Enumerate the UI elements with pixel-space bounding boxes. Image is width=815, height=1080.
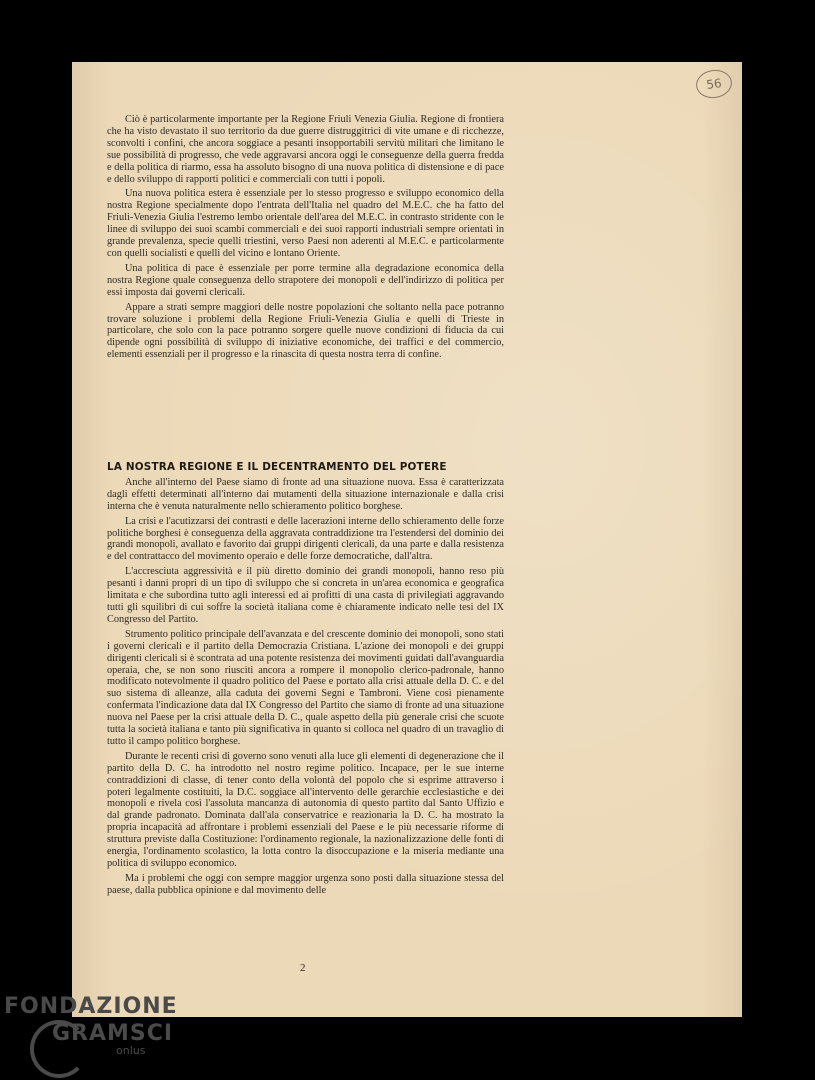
archive-page-number-stamp: 56	[694, 68, 734, 101]
paragraph: La crisi e l'acutizzarsi dei contrasti e delle lacerazioni interne dello schieramento delle forze politiche borghesi è conseguenza della aggravata contraddizione tra l'estendersi del dominio dei grandi monopoli, avallato e favorito dai gruppi dirigenti clericali, da una parte e dalla resistenza e del contrattacco del movimento operaio e delle forze democratiche, dall'altra.	[107, 515, 504, 563]
paragraph: Ciò è particolarmente importante per la Regione Friuli Venezia Giulia. Regione di frontiera che ha visto devastato il suo territorio da due guerre distruggitrici di vite umane e di ricchezze, sconvolti i confini, che ancora soggiace a pesanti insopportabili servitù militari che limitano le sue possibilità di progresso, che vede aggravarsi ancora oggi le conseguenze della guerra fredda e della politica di riarmo, essa ha assoluto bisogno di una nuova politica di distensione e di pace e dello sviluppo di rapporti politici e commerciali con tutti i popoli.	[107, 114, 504, 185]
paragraph: Una politica di pace è essenziale per porre termine alla degradazione economica della nostra Regione quale conseguenza dello strapotere dei monopoli e dell'indirizzo di politica per essi imposta dai governi clericali.	[107, 262, 504, 298]
watermark-line3: onlus	[116, 1044, 146, 1057]
page-number: 2	[300, 962, 306, 974]
paragraph: L'accresciuta aggressività e il più diretto dominio dei grandi monopoli, hanno reso più pesanti i danni propri di un tipo di sviluppo che si concreta in un'area economica e geografica limitata e che subordina tutto agli interessi ed ai profitti di una casta di privilegiati aggravando tutti gli squilibri di cui soffre la società italiana come è chiaramente indicato nelle tesi del IX Congresso del Partito.	[107, 566, 504, 625]
watermark-line2: GRAMSCI	[52, 1021, 174, 1046]
document-page	[72, 62, 742, 1017]
watermark-logo	[4, 994, 178, 1057]
paragraph: Ma i problemi che oggi con sempre maggior urgenza sono posti dalla situazione stessa del paese, dalla pubblica opinione e dal movimento delle	[107, 872, 504, 896]
paragraph: Strumento politico principale dell'avanzata e del crescente dominio dei monopoli, sono stati i governi clericali e il partito della Democrazia Cristiana. L'azione dei monopoli e dei gruppi dirigenti clericali si è scontrata ad una potente resistenza dei movimenti guidati dall'avanguardia operaia, che, se non sono riusciti ancora a rompere il monopolio clerico-padronale, hanno modificato notevolmente il quadro politico del Paese e portato alla crisi attuale della D. C. e del suo sistema di alleanze, alla caduta dei governi Segni e Tambroni. Viene così pienamente confermata l'indicazione data dal IX Congresso del Partito che siamo di fronte ad una situazione nuova nel Paese per la crisi attuale della D. C., quale aspetto della più generale crisi che scuote tutta la società italiana e tanto più significativa in quanto si colloca nel quadro di un travaglio di tutto il campo politico borghese.	[107, 628, 504, 747]
paragraph: Anche all'interno del Paese siamo di fronte ad una situazione nuova. Essa è caratterizzata dagli effetti determinati all'interno dai mutamenti della situazione internazionale e dalla crisi interna che è venuta naturalmente nello schieramento politico borghese.	[107, 476, 504, 512]
section-heading: LA NOSTRA REGIONE E IL DECENTRAMENTO DEL POTERE	[107, 461, 447, 473]
paragraph: Una nuova politica estera è essenziale per lo stesso progresso e sviluppo economico della nostra Regione specialmente dopo l'entrata dell'Italia nel quadro del M.E.C. che ha fatto del Friuli-Venezia Giulia l'estremo lembo orientale dell'area del M.E.C. in contrasto stridente con le linee di sviluppo dei suoi scambi commerciali e dei suoi rapporti industriali sempre orientati in grande prevalenza, specie quelli triestini, verso Paesi non aderenti al M.E.C. e particolarmente con quelli socialisti e quelli del vicino e lontano Oriente.	[107, 188, 504, 259]
watermark-line1: FONDAZIONE	[4, 994, 178, 1019]
text-block-intro	[107, 114, 504, 364]
paragraph: Durante le recenti crisi di governo sono venuti alla luce gli elementi di degenerazione che il partito della D. C. ha introdotto nel nostro regime politico. Incapace, per le sue interne contraddizioni di classe, di tener conto della volontà del popolo che si esprime attraverso i poteri legalmente costituiti, la D.C. soggiace all'intervento delle gerarchie ecclesiastiche e dei monopoli e rivela così l'assoluta mancanza di autonomia di questo partito dal Santo Uffizio e dal grande padronato. Dominata dall'ala conservatrice e reazionaria la D. C. ha mostrato la propria incapacità ad affrontare i problemi essenziali del Paese e le più necessarie riforme di struttura previste dalla Costituzione: l'ordinamento regionale, la nazionalizzazione delle fonti di energia, l'ordinamento scolastico, la lotta contro la disoccupazione e la miseria mediante una politica di sviluppo economico.	[107, 750, 504, 869]
text-block-section	[107, 462, 504, 900]
paragraph: Appare a strati sempre maggiori delle nostre popolazioni che soltanto nella pace potranno trovare soluzione i problemi della Regione Friuli-Venezia Giulia e quelli di Trieste in particolare, che solo con la pace potranno sorgere quelle nuove condizioni di fiducia da cui dipende ogni possibilità di sviluppo di iniziative economiche, dei traffici e del commercio, elementi essenziali per il progresso e la rinascita di questa nostra terra di confine.	[107, 301, 504, 361]
